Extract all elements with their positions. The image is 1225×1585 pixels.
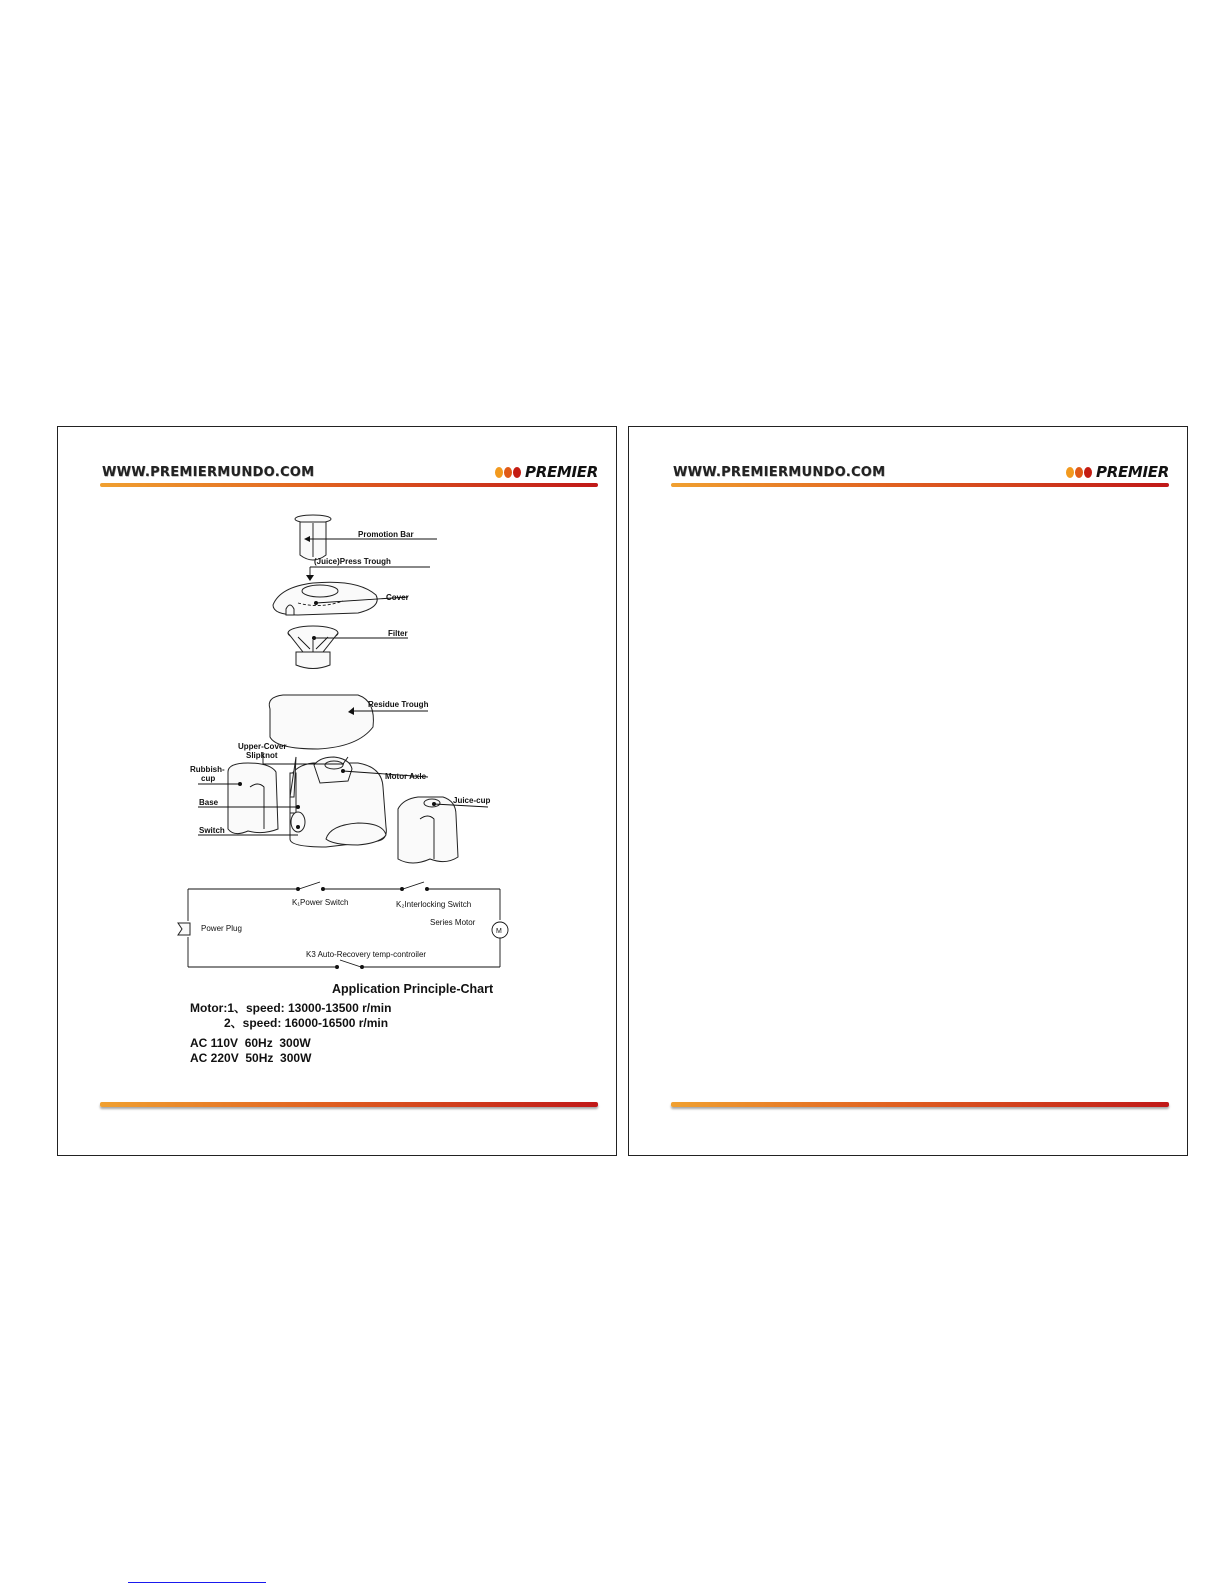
brand-name: PREMIER (525, 463, 598, 481)
site-url: WWW.PREMIERMUNDO.COM (102, 465, 315, 480)
label-rubbish-1: Rubbish- (190, 765, 225, 774)
label-juice-cup: Juice-cup (453, 796, 491, 805)
brand-logo (1066, 463, 1169, 481)
header-rule (671, 483, 1169, 487)
manual-page-right (628, 426, 1188, 1156)
label-k1-power-switch: K₁Power Switch (292, 898, 349, 907)
spec-motor-speed-1: Motor:1、speed: 13000-13500 r/min (190, 1001, 392, 1015)
label-cover: Cover (386, 593, 409, 602)
juicer-exploded-diagram (58, 427, 616, 1155)
label-switch: Switch (199, 826, 225, 835)
label-residue-trough: Residue Trough (368, 700, 429, 709)
manual-page-left (57, 426, 617, 1156)
base-drawing (290, 757, 386, 847)
brand-name: PREMIER (1096, 463, 1169, 481)
label-rubbish-2: cup (201, 774, 216, 783)
label-base: Base (199, 798, 219, 807)
label-filter: Filter (388, 629, 408, 638)
label-upper-cover-1: Upper-Cover (238, 742, 287, 751)
juice-cup-drawing (398, 797, 458, 863)
label-press-trough: (Juice)Press Trough (314, 557, 391, 566)
label-upper-cover-2: Slipknot (246, 751, 278, 760)
footer-rule (671, 1102, 1169, 1107)
chart-title: Application Principle-Chart (332, 982, 494, 996)
label-k3-temp-controller: K3 Auto-Recovery temp-controiler (306, 950, 427, 959)
motor-symbol-icon: M (496, 928, 502, 935)
label-k2-interlocking-switch: K₂Interlocking Switch (396, 900, 472, 909)
label-motor-axle: Motor Axle (385, 772, 427, 781)
brand-dots-icon (1066, 467, 1092, 478)
footer-rule (100, 1102, 598, 1107)
spec-ac-110: AC 110V 60Hz 300W (190, 1036, 311, 1050)
site-url: WWW.PREMIERMUNDO.COM (673, 465, 886, 480)
label-promotion-bar: Promotion Bar (358, 530, 414, 539)
spec-ac-220: AC 220V 50Hz 300W (190, 1051, 312, 1065)
label-series-motor: Series Motor (430, 918, 476, 927)
page-link-underline[interactable] (128, 1582, 266, 1583)
spec-motor-speed-2: 2、speed: 16000-16500 r/min (224, 1016, 389, 1030)
rubbish-cup-drawing (228, 763, 278, 834)
label-power-plug: Power Plug (201, 924, 242, 933)
